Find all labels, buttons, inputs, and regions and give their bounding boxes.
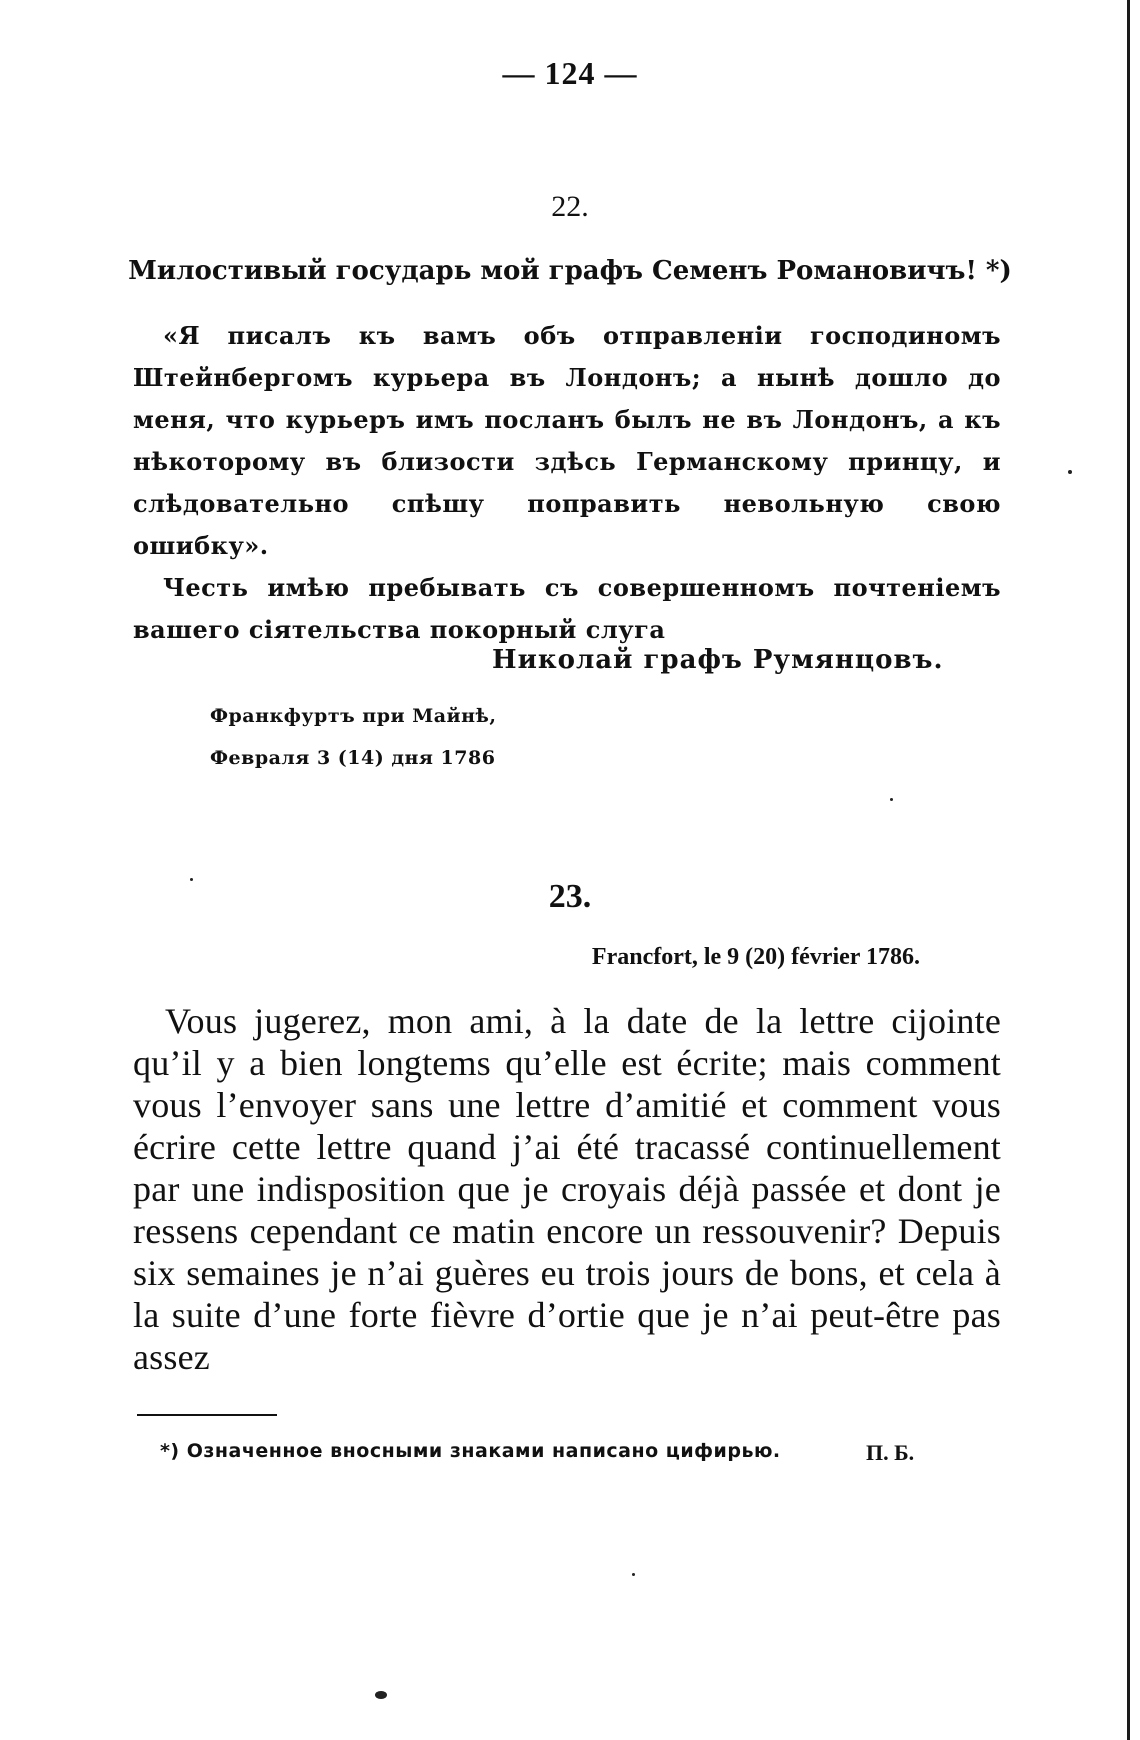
letter-23-date-line: Francfort, le 9 (20) février 1786.: [591, 944, 920, 970]
letter-22-paragraph: «Я писалъ къ вамъ объ отправленіи господиномъ Штейнбергомъ курьера въ Лондонъ; а нынѣ дошло до меня, что курьеръ имъ посланъ былъ не въ Лондонъ, а къ нѣкоторому въ близости здѣсь Германскому принцу, и слѣдовательно спѣшу поправить невольную свою ошибку».: [133, 321, 1001, 560]
letter-22-closing: Честь имѣю пребывать съ совершенномъ почтеніемъ вашего сіятельства покорный слуга: [133, 573, 1001, 644]
print-speck: [1068, 470, 1072, 474]
letter-number-22: 22.: [551, 190, 589, 223]
footnote-initials: П. Б.: [866, 1440, 915, 1465]
letter-23-body: Vous jugerez, mon ami, à la date de la lettre cijointe qu’il y a bien longtems qu’elle est écrite; mais comment vous l’envoyer sans une lettre d’amitié et comment vous écrire cette lettre quand j’ai été tracassé continuellement par une indisposition que je croyais déjà passée et dont je ressens cependant ce matin encore un ressouvenir? Depuis six semaines je n’ai guères eu trois jours de bons, et cela à la suite d’une forte fièvre d’ortie que je n’ai peut-être pas assez: [133, 1001, 1001, 1377]
letter-salutation: Милостивый государь мой графъ Семенъ Романовичъ! *): [128, 256, 1012, 286]
letter-number-23: 23.: [548, 878, 592, 915]
print-speck: [632, 1573, 635, 1576]
letter-22-date: Февраля 3 (14) дня 1786: [210, 747, 496, 769]
letter-22-place-date: [210, 695, 497, 779]
print-speck: [375, 1691, 387, 1699]
print-speck: [890, 798, 893, 801]
letter-22-body: [133, 315, 1001, 651]
footnote-text: *) Означенное вносными знаками написано цифирью.: [160, 1440, 781, 1462]
letter-22-signature: Николай графъ Румянцовъ.: [492, 645, 944, 675]
letter-22-place: Франкфуртъ при Майнѣ,: [210, 705, 497, 727]
footnote-divider: [137, 1414, 277, 1416]
page-number: — 124 —: [502, 55, 638, 91]
print-speck: [190, 878, 193, 881]
